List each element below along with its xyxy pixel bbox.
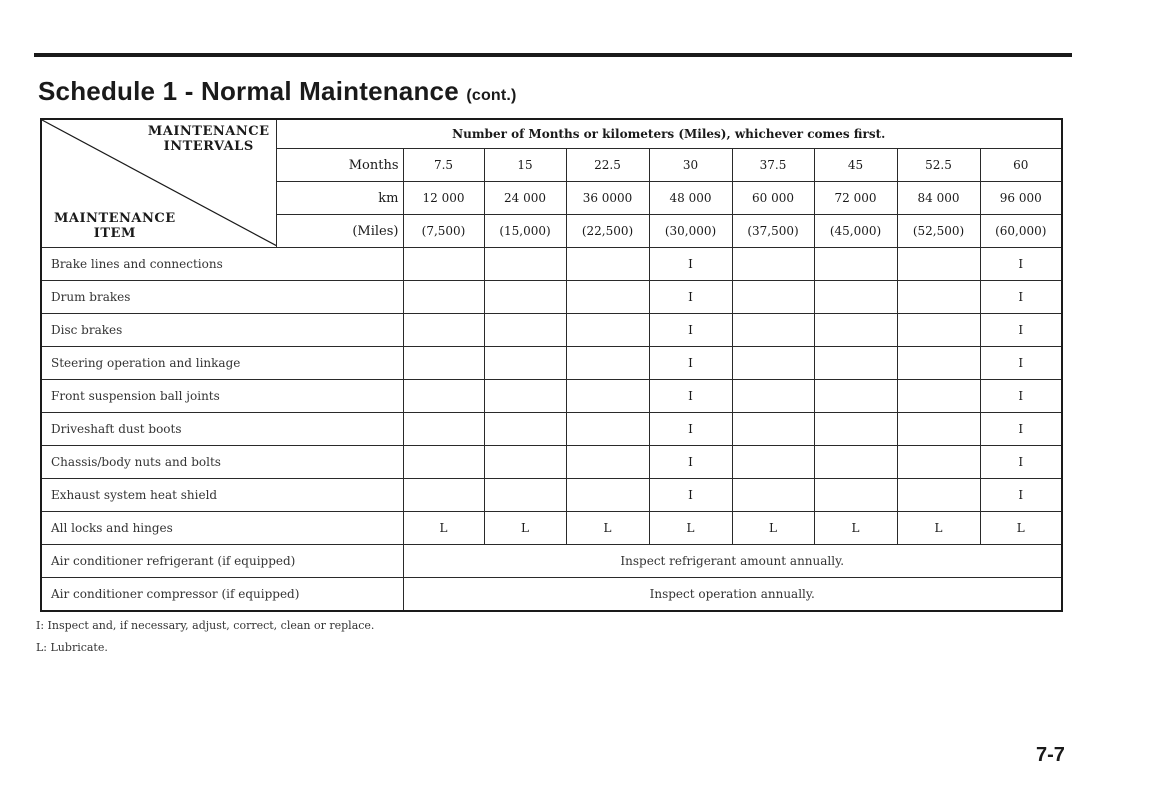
miles-cell: (52,500) [897,215,980,248]
schedule-cell: I [649,248,732,281]
months-cell: 37.5 [732,149,814,182]
months-label: Months [276,149,403,182]
maintenance-item: Air conditioner compressor (if equipped) [41,578,403,612]
schedule-cell [814,479,897,512]
schedule-cell [403,380,484,413]
months-cell: 45 [814,149,897,182]
schedule-cell [566,413,649,446]
schedule-cell [566,479,649,512]
schedule-cell [897,248,980,281]
miles-label: (Miles) [276,215,403,248]
schedule-cell: L [484,512,566,545]
schedule-cell: I [649,281,732,314]
maintenance-item: All locks and hinges [41,512,403,545]
schedule-cell [814,380,897,413]
corner-header [41,119,276,248]
table-row [41,347,1062,380]
schedule-cell [897,479,980,512]
schedule-cell [732,446,814,479]
table-row [41,545,1062,578]
schedule-cell: I [980,413,1062,446]
schedule-cell [566,446,649,479]
top-rule [34,53,1072,57]
months-cell: 60 [980,149,1062,182]
schedule-cell [732,413,814,446]
table-row [41,380,1062,413]
months-cell: 52.5 [897,149,980,182]
table-row [41,413,1062,446]
legend-inspect: I: Inspect and, if necessary, adjust, correct, clean or replace. [36,619,375,632]
annual-note: Inspect refrigerant amount annually. [403,545,1062,578]
miles-cell: (30,000) [649,215,732,248]
miles-cell: (45,000) [814,215,897,248]
schedule-cell [897,314,980,347]
km-label: km [276,182,403,215]
schedule-cell: L [897,512,980,545]
schedule-cell: I [980,380,1062,413]
schedule-cell [403,479,484,512]
schedule-cell [403,413,484,446]
schedule-cell: I [649,347,732,380]
schedule-cell [897,281,980,314]
maintenance-item: Exhaust system heat shield [41,479,403,512]
table-row [41,479,1062,512]
schedule-cell [484,479,566,512]
header-caption: Number of Months or kilometers (Miles), whichever comes first. [276,119,1062,149]
miles-cell: (60,000) [980,215,1062,248]
schedule-cell [566,380,649,413]
schedule-cell [484,413,566,446]
schedule-cell [814,347,897,380]
km-cell: 24 000 [484,182,566,215]
annual-note: Inspect operation annually. [403,578,1062,612]
page-title [38,76,517,107]
schedule-cell: I [980,314,1062,347]
corner-item-label: MAINTENANCE ITEM [54,211,176,241]
schedule-cell [484,347,566,380]
title-suffix: (cont.) [466,87,517,104]
km-cell: 84 000 [897,182,980,215]
km-cell: 48 000 [649,182,732,215]
months-cell: 7.5 [403,149,484,182]
schedule-cell [403,248,484,281]
corner-intervals-label: MAINTENANCE INTERVALS [147,124,270,154]
schedule-cell [484,281,566,314]
schedule-cell [897,347,980,380]
schedule-cell: L [649,512,732,545]
table-row [41,578,1062,612]
months-cell: 15 [484,149,566,182]
table-row [41,281,1062,314]
schedule-cell: L [566,512,649,545]
months-cell: 22.5 [566,149,649,182]
page-number: 7-7 [1036,744,1065,766]
schedule-cell: I [649,479,732,512]
maintenance-item: Driveshaft dust boots [41,413,403,446]
maintenance-item: Brake lines and connections [41,248,403,281]
schedule-cell: I [980,446,1062,479]
schedule-cell [484,446,566,479]
maintenance-item: Steering operation and linkage [41,347,403,380]
schedule-cell [566,347,649,380]
schedule-cell [814,314,897,347]
schedule-cell [403,446,484,479]
schedule-cell [566,248,649,281]
schedule-cell [732,347,814,380]
maintenance-item: Air conditioner refrigerant (if equipped) [41,545,403,578]
table-row [41,512,1062,545]
title-main: Schedule 1 - Normal Maintenance [38,76,459,106]
schedule-cell: L [814,512,897,545]
legend-lubricate: L: Lubricate. [36,641,108,654]
schedule-cell: I [649,413,732,446]
maintenance-schedule-table [40,118,1063,612]
schedule-cell: I [980,248,1062,281]
schedule-cell [732,314,814,347]
schedule-cell [732,479,814,512]
schedule-cell [566,314,649,347]
km-cell: 72 000 [814,182,897,215]
maintenance-item: Disc brakes [41,314,403,347]
schedule-cell [403,281,484,314]
maintenance-item: Drum brakes [41,281,403,314]
km-cell: 12 000 [403,182,484,215]
miles-cell: (22,500) [566,215,649,248]
miles-cell: (7,500) [403,215,484,248]
schedule-cell [732,281,814,314]
schedule-cell: L [403,512,484,545]
schedule-cell: I [980,479,1062,512]
schedule-cell: I [649,446,732,479]
schedule-cell [814,248,897,281]
maintenance-item: Front suspension ball joints [41,380,403,413]
schedule-cell [732,248,814,281]
schedule-cell [897,380,980,413]
maintenance-item: Chassis/body nuts and bolts [41,446,403,479]
schedule-cell [814,281,897,314]
schedule-cell: L [732,512,814,545]
miles-cell: (15,000) [484,215,566,248]
schedule-cell: L [980,512,1062,545]
schedule-cell: I [980,347,1062,380]
schedule-cell: I [649,380,732,413]
schedule-cell [814,446,897,479]
schedule-cell: I [649,314,732,347]
schedule-cell [403,347,484,380]
schedule-cell [897,446,980,479]
schedule-cell [732,380,814,413]
km-cell: 36 0000 [566,182,649,215]
schedule-cell: I [980,281,1062,314]
schedule-cell [897,413,980,446]
km-cell: 60 000 [732,182,814,215]
km-cell: 96 000 [980,182,1062,215]
schedule-cell [484,248,566,281]
table-row [41,446,1062,479]
months-cell: 30 [649,149,732,182]
table-row [41,248,1062,281]
schedule-cell [566,281,649,314]
miles-cell: (37,500) [732,215,814,248]
schedule-cell [403,314,484,347]
schedule-cell [484,314,566,347]
table-row [41,314,1062,347]
schedule-cell [814,413,897,446]
schedule-cell [484,380,566,413]
